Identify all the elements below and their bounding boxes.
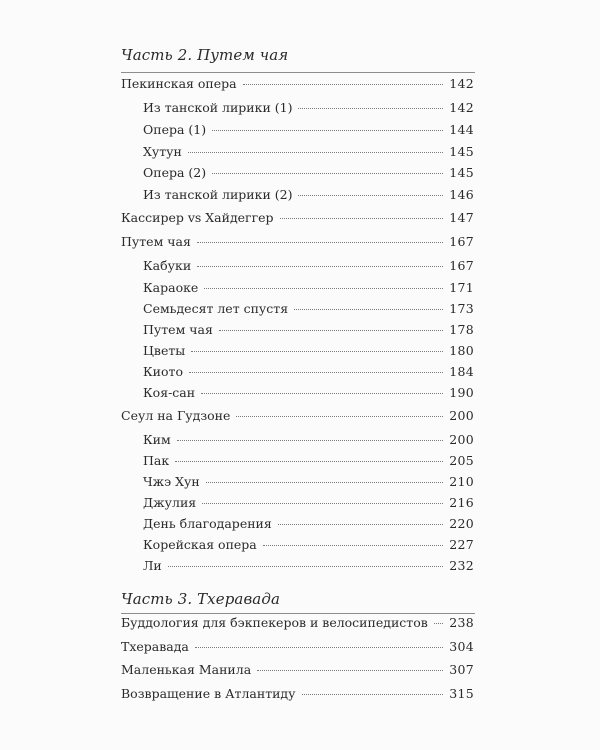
entry-title: Тхеравада bbox=[121, 639, 189, 654]
entry-page: 220 bbox=[449, 516, 474, 531]
toc-subentry bbox=[143, 432, 474, 448]
toc-subentry bbox=[143, 537, 474, 553]
toc-subentry bbox=[143, 122, 474, 138]
part-3-rule bbox=[121, 613, 475, 614]
toc-entry bbox=[121, 686, 474, 702]
entry-title: Ким bbox=[143, 432, 171, 447]
entry-page: 315 bbox=[449, 686, 474, 701]
entry-title: Ли bbox=[143, 558, 162, 573]
toc-subentry bbox=[143, 258, 474, 274]
toc-subentry bbox=[143, 322, 474, 338]
entry-title: День благодарения bbox=[143, 516, 272, 531]
dot-leader bbox=[197, 241, 443, 243]
entry-page: 147 bbox=[449, 210, 474, 225]
entry-page: 205 bbox=[449, 453, 474, 468]
entry-page: 307 bbox=[449, 662, 474, 677]
entry-page: 146 bbox=[449, 187, 474, 202]
dot-leader bbox=[212, 129, 443, 131]
entry-title: Путем чая bbox=[143, 322, 213, 337]
dot-leader bbox=[206, 481, 444, 483]
toc-subentry bbox=[143, 187, 474, 203]
entry-title: Джулия bbox=[143, 495, 197, 510]
dot-leader bbox=[219, 329, 443, 331]
entry-title: Хутун bbox=[143, 144, 182, 159]
entry-title: Цветы bbox=[143, 343, 186, 358]
entry-page: 167 bbox=[449, 258, 474, 273]
entry-page: 142 bbox=[449, 100, 474, 115]
toc-subentry bbox=[143, 558, 474, 574]
toc-subentry bbox=[143, 343, 474, 359]
entry-page: 180 bbox=[449, 343, 474, 358]
toc-subentry bbox=[143, 100, 474, 116]
entry-title: Коя-сан bbox=[143, 385, 196, 400]
entry-page: 304 bbox=[449, 639, 474, 654]
entry-page: 173 bbox=[449, 301, 474, 316]
entry-title: Возвращение в Атлантиду bbox=[121, 686, 296, 701]
dot-leader bbox=[204, 287, 443, 289]
dot-leader bbox=[294, 308, 443, 310]
dot-leader bbox=[191, 350, 443, 352]
dot-leader bbox=[202, 502, 443, 504]
entry-page: 167 bbox=[449, 234, 474, 249]
dot-leader bbox=[195, 646, 443, 648]
entry-page: 171 bbox=[449, 280, 474, 295]
toc-entry bbox=[121, 662, 474, 678]
entry-title: Сеул на Гудзоне bbox=[121, 408, 231, 423]
entry-title: Корейская опера bbox=[143, 537, 257, 552]
toc-subentry bbox=[143, 474, 474, 490]
entry-title: Из танской лирики (2) bbox=[143, 187, 293, 202]
toc-subentry bbox=[143, 301, 474, 317]
entry-page: 232 bbox=[449, 558, 474, 573]
entry-page: 190 bbox=[449, 385, 474, 400]
toc-subentry bbox=[143, 495, 474, 511]
dot-leader bbox=[175, 460, 443, 462]
toc-entry bbox=[121, 615, 474, 631]
entry-title: Кабуки bbox=[143, 258, 192, 273]
entry-title: Кассирер vs Хайдеггер bbox=[121, 210, 274, 225]
toc-subentry bbox=[143, 385, 474, 401]
entry-page: 227 bbox=[449, 537, 474, 552]
entry-title: Маленькая Манила bbox=[121, 662, 252, 677]
dot-leader bbox=[189, 371, 443, 373]
toc-entry bbox=[121, 76, 474, 92]
entry-page: 200 bbox=[449, 432, 474, 447]
toc-subentry bbox=[143, 364, 474, 380]
entry-page: 178 bbox=[449, 322, 474, 337]
entry-title: Караоке bbox=[143, 280, 199, 295]
toc-entry bbox=[121, 408, 474, 424]
entry-page: 145 bbox=[449, 144, 474, 159]
dot-leader bbox=[434, 622, 443, 624]
entry-title: Пак bbox=[143, 453, 170, 468]
entry-title: Из танской лирики (1) bbox=[143, 100, 293, 115]
toc-subentry bbox=[143, 144, 474, 160]
dot-leader bbox=[280, 217, 444, 219]
dot-leader bbox=[243, 83, 444, 85]
entry-page: 238 bbox=[449, 615, 474, 630]
toc-entry bbox=[121, 639, 474, 655]
dot-leader bbox=[168, 565, 443, 567]
entry-title: Чжэ Хун bbox=[143, 474, 200, 489]
dot-leader bbox=[236, 415, 443, 417]
part-2-heading: Часть 2. Путем чая bbox=[121, 46, 289, 64]
entry-title: Путем чая bbox=[121, 234, 191, 249]
toc-subentry bbox=[143, 280, 474, 296]
entry-page: 210 bbox=[449, 474, 474, 489]
dot-leader bbox=[197, 265, 443, 267]
dot-leader bbox=[177, 439, 444, 441]
dot-leader bbox=[278, 523, 443, 525]
toc-subentry bbox=[143, 516, 474, 532]
entry-page: 142 bbox=[449, 76, 474, 91]
dot-leader bbox=[302, 693, 444, 695]
entry-title: Опера (2) bbox=[143, 165, 207, 180]
entry-title: Буддология для бэкпекеров и велосипедистов bbox=[121, 615, 428, 630]
entry-page: 144 bbox=[449, 122, 474, 137]
dot-leader bbox=[188, 151, 443, 153]
entry-page: 216 bbox=[449, 495, 474, 510]
entry-title: Семьдесят лет спустя bbox=[143, 301, 289, 316]
dot-leader bbox=[298, 194, 443, 196]
toc-subentry bbox=[143, 165, 474, 181]
entry-page: 184 bbox=[449, 364, 474, 379]
dot-leader bbox=[212, 172, 443, 174]
dot-leader bbox=[201, 392, 443, 394]
toc-entry bbox=[121, 210, 474, 226]
dot-leader bbox=[298, 107, 443, 109]
entry-title: Пекинская опера bbox=[121, 76, 237, 91]
toc-entry bbox=[121, 234, 474, 250]
dot-leader bbox=[257, 669, 443, 671]
part-2-rule bbox=[121, 72, 475, 73]
dot-leader bbox=[263, 544, 443, 546]
toc-subentry bbox=[143, 453, 474, 469]
entry-title: Киото bbox=[143, 364, 183, 379]
entry-page: 200 bbox=[449, 408, 474, 423]
entry-title: Опера (1) bbox=[143, 122, 207, 137]
part-3-heading: Часть 3. Тхеравада bbox=[121, 590, 280, 608]
entry-page: 145 bbox=[449, 165, 474, 180]
